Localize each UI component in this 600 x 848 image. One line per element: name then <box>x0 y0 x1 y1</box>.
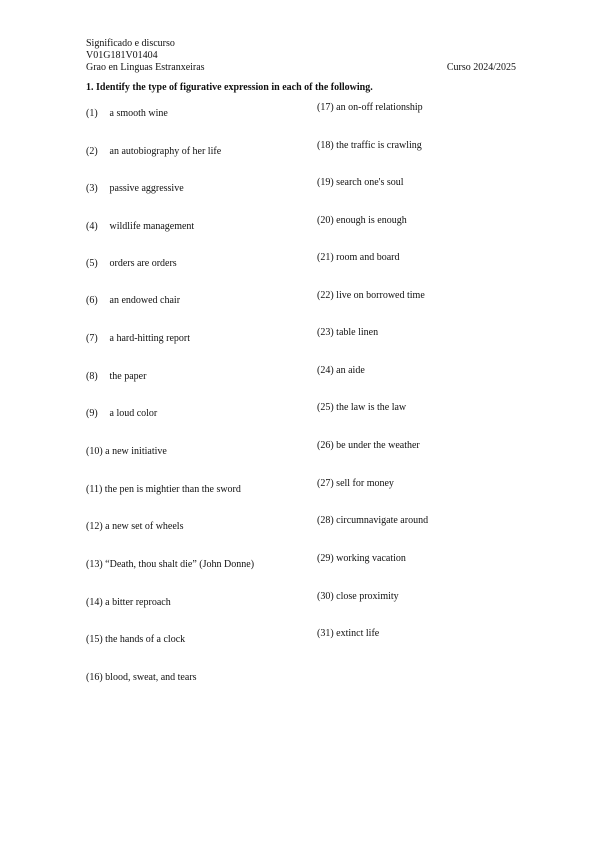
item-text: orders are orders <box>109 258 177 269</box>
item-text: a new initiative <box>105 446 167 457</box>
item-number: (30) <box>317 591 334 602</box>
item-text: the traffic is crawling <box>336 140 422 151</box>
item-text: be under the weather <box>336 440 420 451</box>
list-item <box>86 333 190 345</box>
item-text: the hands of a clock <box>105 634 186 645</box>
item-text: the paper <box>109 371 147 382</box>
item-text: wildlife management <box>109 221 195 232</box>
degree-name: Grao en Linguas Estranxeiras <box>86 62 205 73</box>
course-title: Significado e discurso <box>86 38 175 49</box>
list-item <box>317 215 407 227</box>
item-number: (17) <box>317 102 334 113</box>
list-item <box>317 365 365 377</box>
list-item <box>86 408 157 420</box>
item-number: (7) <box>86 333 98 344</box>
item-text: passive aggressive <box>109 183 184 194</box>
list-item <box>317 102 423 114</box>
item-text: a loud color <box>109 408 158 419</box>
item-text: a smooth wine <box>109 108 168 119</box>
list-item <box>86 258 177 270</box>
item-number: (3) <box>86 183 98 194</box>
list-item <box>317 440 420 452</box>
item-text: search one's soul <box>336 177 404 188</box>
list-item <box>86 295 180 307</box>
list-item <box>317 553 406 565</box>
item-number: (20) <box>317 215 334 226</box>
item-number: (8) <box>86 371 98 382</box>
list-item <box>86 672 197 684</box>
list-item <box>317 327 378 339</box>
list-item <box>317 402 406 414</box>
item-text: the pen is mightier than the sword <box>104 484 241 495</box>
item-number: (23) <box>317 327 334 338</box>
list-item <box>317 177 404 189</box>
list-item <box>317 515 428 527</box>
item-text: an aide <box>336 365 365 376</box>
list-item <box>86 221 194 233</box>
exercise-instruction: 1. Identify the type of figurative expression in each of the following. <box>86 82 373 93</box>
item-number: (13) <box>86 559 103 570</box>
item-text: a hard-hitting report <box>109 333 191 344</box>
item-number: (25) <box>317 402 334 413</box>
item-number: (11) <box>86 484 103 495</box>
item-text: an autobiography of her life <box>109 146 222 157</box>
item-text: table linen <box>336 327 379 338</box>
list-item <box>86 521 183 533</box>
item-text: live on borrowed time <box>336 290 425 301</box>
list-item <box>86 146 221 158</box>
list-item <box>317 140 422 152</box>
item-text: an endowed chair <box>109 295 181 306</box>
item-number: (28) <box>317 515 334 526</box>
item-number: (14) <box>86 597 103 608</box>
item-number: (10) <box>86 446 103 457</box>
item-text: “Death, thou shalt die” (John Donne) <box>105 559 255 570</box>
item-number: (12) <box>86 521 103 532</box>
item-text: extinct life <box>336 628 380 639</box>
list-item <box>317 628 379 640</box>
list-item <box>86 446 167 458</box>
item-number: (21) <box>317 252 334 263</box>
item-text: close proximity <box>336 591 399 602</box>
item-text: blood, sweat, and tears <box>105 672 197 683</box>
item-number: (26) <box>317 440 334 451</box>
list-item <box>86 559 254 571</box>
list-item <box>86 484 241 496</box>
item-number: (27) <box>317 478 334 489</box>
item-number: (15) <box>86 634 103 645</box>
list-item <box>86 183 184 195</box>
course-code: V01G181V01404 <box>86 50 158 61</box>
document-header <box>86 38 516 74</box>
academic-year: Curso 2024/2025 <box>446 62 516 73</box>
list-item <box>86 108 168 120</box>
item-number: (6) <box>86 295 98 306</box>
item-text: circumnavigate around <box>336 515 429 526</box>
item-text: a new set of wheels <box>105 521 184 532</box>
item-text: sell for money <box>336 478 394 489</box>
item-text: a bitter reproach <box>105 597 171 608</box>
item-text: room and board <box>336 252 400 263</box>
list-item <box>317 290 425 302</box>
item-number: (22) <box>317 290 334 301</box>
item-number: (16) <box>86 672 103 683</box>
item-number: (5) <box>86 258 98 269</box>
degree-row <box>86 62 516 74</box>
list-item <box>86 597 171 609</box>
list-item <box>317 591 399 603</box>
list-item <box>317 252 400 264</box>
item-text: the law is the law <box>336 402 407 413</box>
item-text: an on-off relationship <box>336 102 423 113</box>
item-number: (18) <box>317 140 334 151</box>
item-text: working vacation <box>336 553 406 564</box>
list-item <box>317 478 394 490</box>
list-item <box>86 371 146 383</box>
item-number: (9) <box>86 408 98 419</box>
item-number: (2) <box>86 146 98 157</box>
item-number: (31) <box>317 628 334 639</box>
item-number: (19) <box>317 177 334 188</box>
item-number: (1) <box>86 108 98 119</box>
item-number: (29) <box>317 553 334 564</box>
item-text: enough is enough <box>336 215 407 226</box>
list-item <box>86 634 185 646</box>
item-number: (24) <box>317 365 334 376</box>
item-number: (4) <box>86 221 98 232</box>
